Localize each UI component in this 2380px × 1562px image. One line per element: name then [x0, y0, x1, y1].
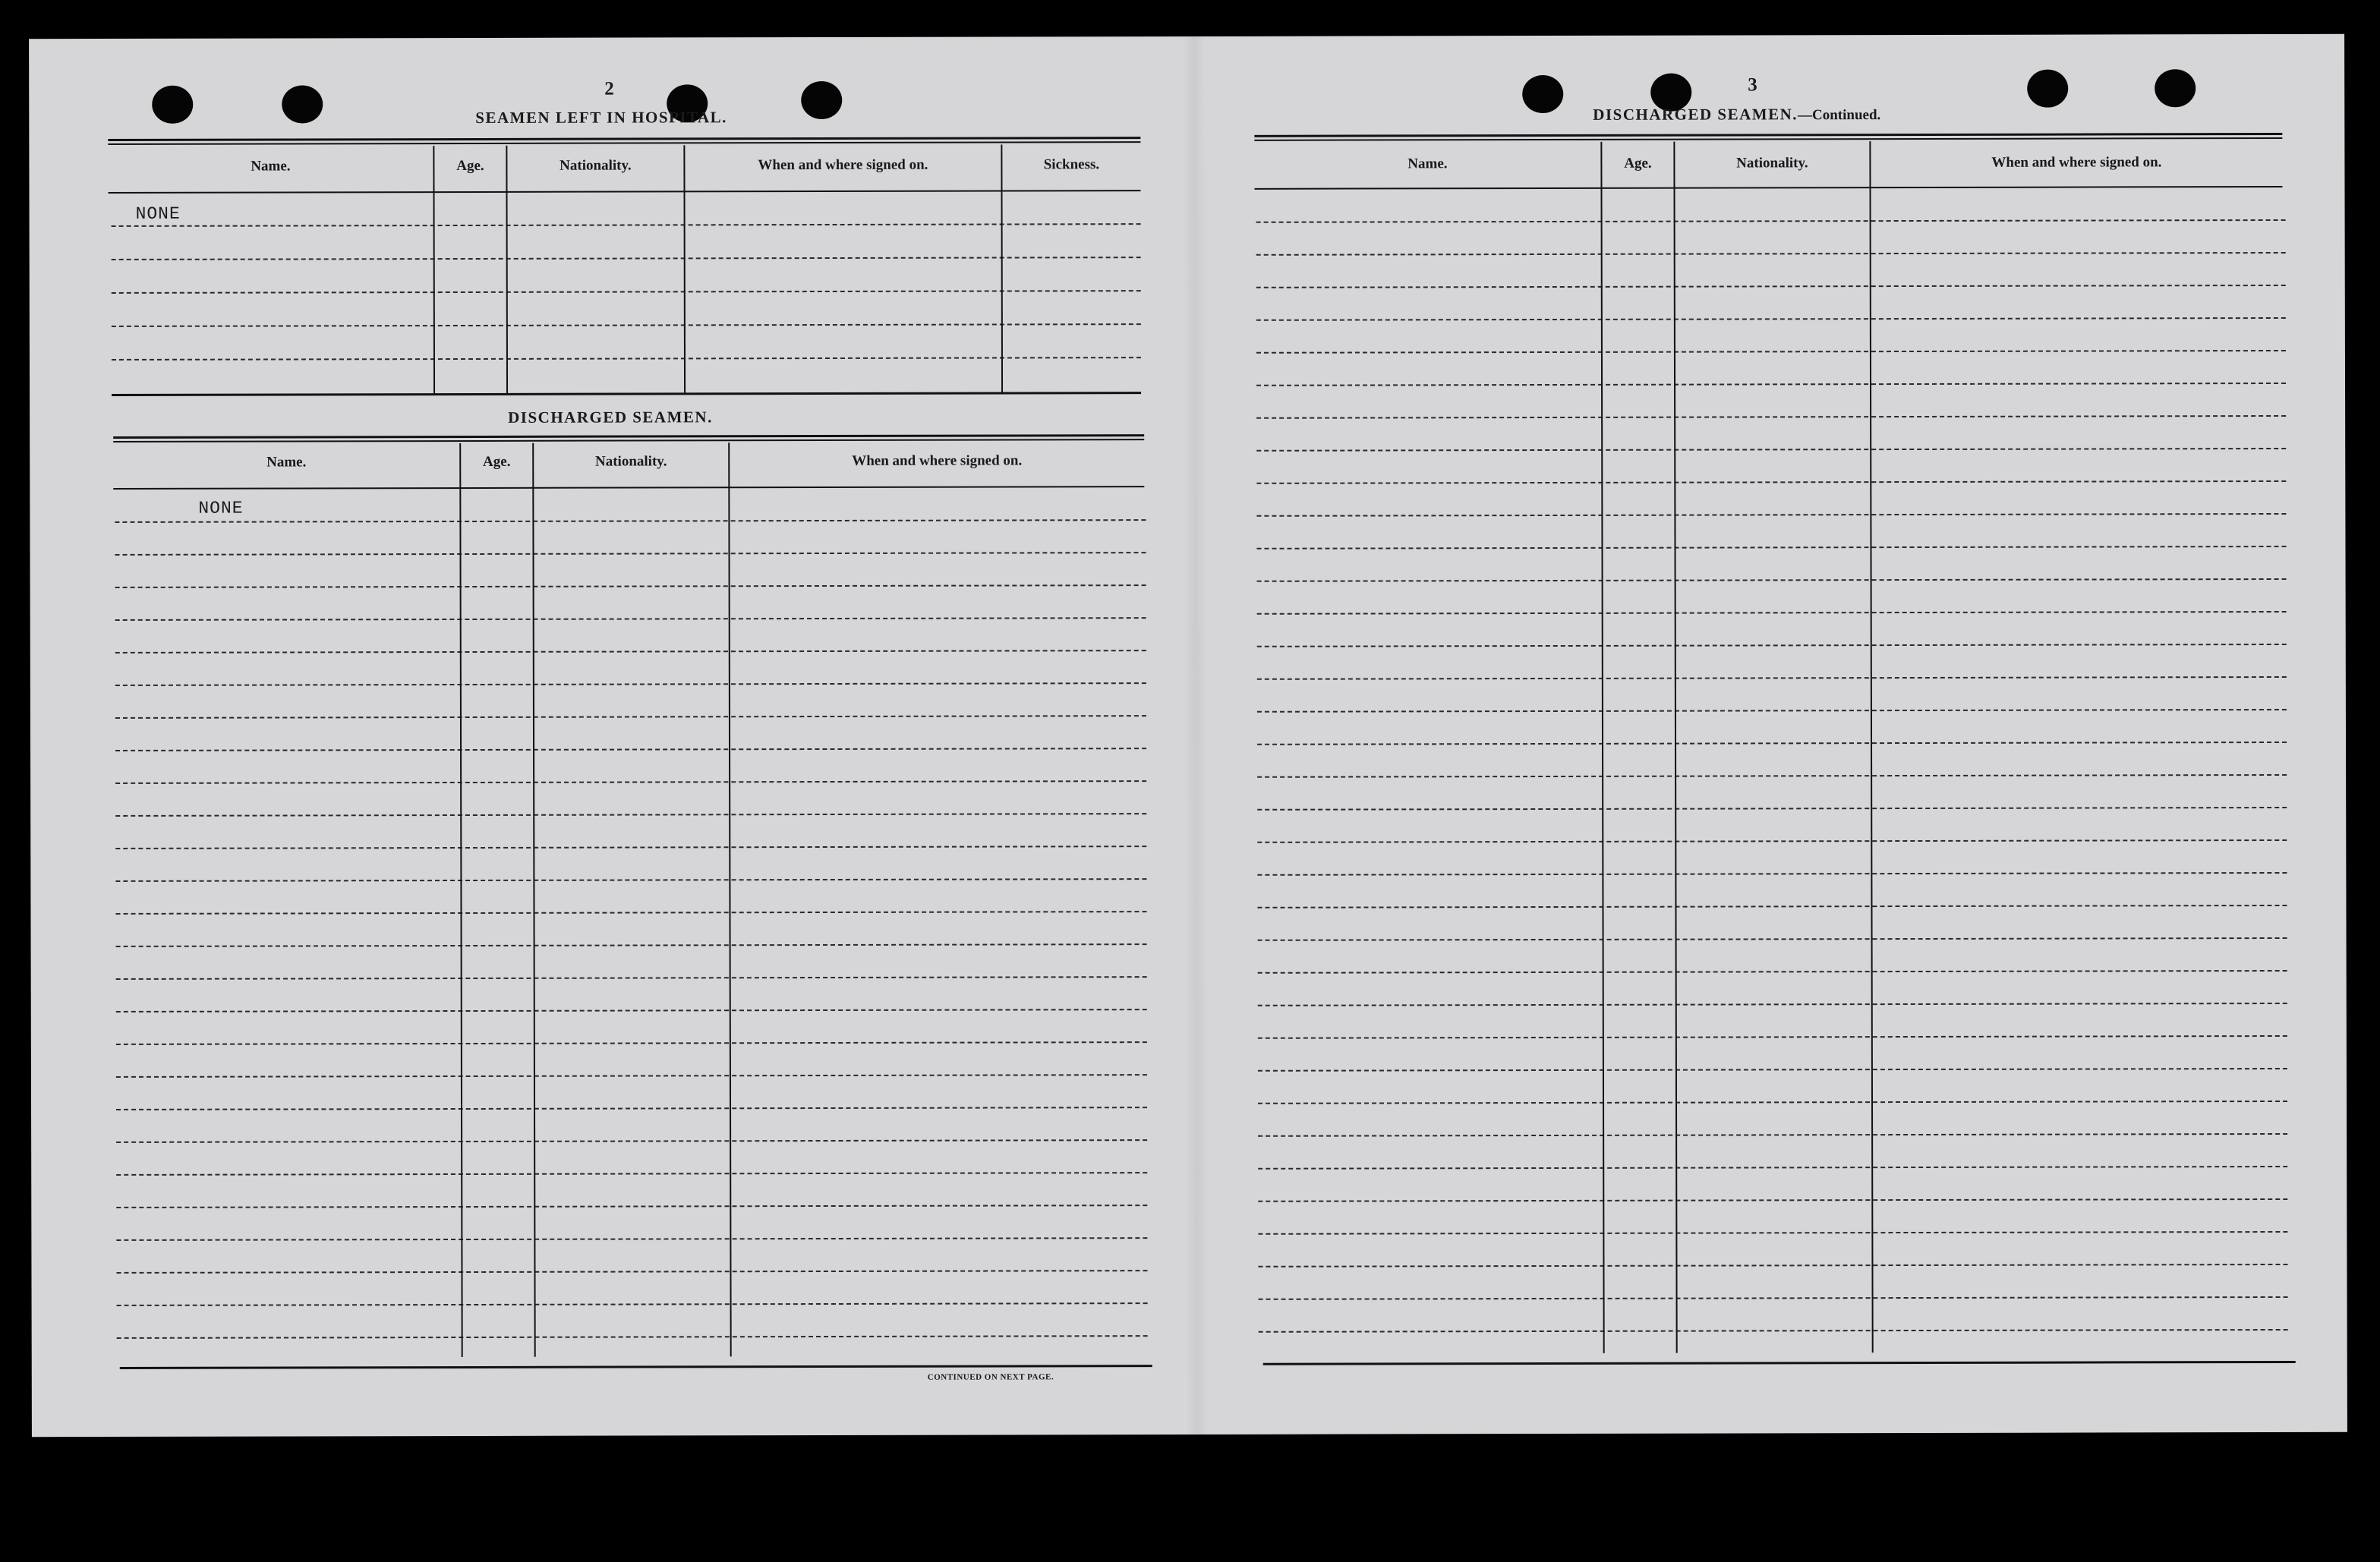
hospital-section-title: SEAMEN LEFT IN HOSPITAL. [475, 108, 727, 127]
column-header-name: Name. [251, 158, 291, 175]
hospital-entry: NONE [135, 203, 181, 224]
center-fold [1183, 36, 1209, 1434]
continued-note: CONTINUED ON NEXT PAGE. [927, 1372, 1054, 1382]
punch-hole [152, 86, 193, 124]
page-number: 2 [604, 78, 614, 99]
column-header-sickness: Sickness. [1043, 156, 1100, 173]
column-header-signed-on: When and where signed on. [852, 452, 1023, 469]
discharged-section-title: DISCHARGED SEAMEN. [508, 408, 713, 427]
discharged-continued-title: DISCHARGED SEAMEN.—Continued. [1593, 105, 1881, 124]
punch-hole [2027, 70, 2068, 108]
column-header-age: Age. [1624, 155, 1652, 172]
column-header-signed-on: When and where signed on. [758, 156, 928, 174]
page-number: 3 [1748, 74, 1757, 96]
punch-hole [801, 81, 842, 119]
column-header-name: Name. [266, 454, 307, 471]
column-header-age: Age. [483, 453, 511, 470]
column-header-nationality: Nationality. [1736, 155, 1808, 172]
discharged-entry: NONE [198, 498, 244, 518]
ledger-sheet [29, 34, 2347, 1437]
punch-hole [2155, 69, 2196, 107]
column-header-age: Age. [456, 157, 484, 175]
column-header-nationality: Nationality. [594, 453, 667, 470]
punch-hole [1522, 75, 1563, 113]
column-header-nationality: Nationality. [560, 157, 632, 174]
punch-hole [282, 85, 323, 123]
column-header-signed-on: When and where signed on. [1991, 154, 2162, 171]
column-header-name: Name. [1408, 156, 1448, 172]
